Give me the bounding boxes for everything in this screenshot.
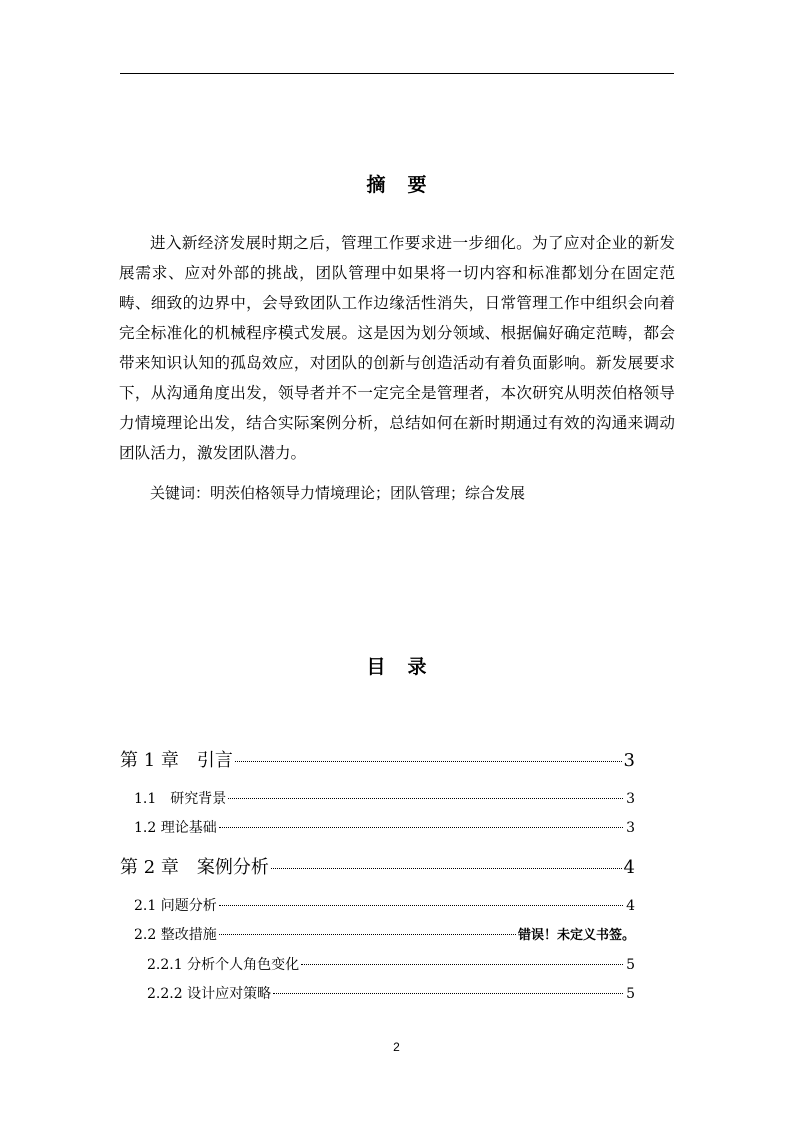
toc-leader-dots <box>219 905 623 906</box>
toc-leader-dots <box>228 798 623 799</box>
toc-entry-2-2-1[interactable] <box>147 954 635 974</box>
toc-leader-dots <box>271 868 622 869</box>
toc-entry-2-1[interactable] <box>134 895 635 915</box>
toc-entry-1-1[interactable] <box>134 788 635 808</box>
toc-entry-page: 5 <box>626 986 635 1002</box>
toc-entry-label: 2.1 问题分析 <box>134 898 217 914</box>
toc-entry-label: 2.2.2 设计应对策略 <box>147 986 272 1002</box>
toc-entry-2-2-2[interactable] <box>147 983 635 1003</box>
abstract-paragraph: 进入新经济发展时期之后，管理工作要求进一步细化。为了应对企业的新发展需求、应对外部的挑战，团队管理中如果将一切内容和标准都划分在固定范畴、细致的边界中，会导致团队工作边缘活性消失，日常管理工作中组织会向着完全标准化的机械程序模式发展。这是因为划分领域、根据偏好确定范畴，都会带来知识认知的孤岛效应，对团队的创新与创造活动有着负面影响。新发展要求下，从沟通角度出发，领导者并不一定完全是管理者，本次研究从明茨伯格领导力情境理论出发，结合实际案例分析，总结如何在新时期通过有效的沟通来调动团队活力，激发团队潜力。 <box>119 234 675 462</box>
toc-entry-page-error: 错误！未定义书签。 <box>517 928 635 943</box>
page-number: 2 <box>393 1040 400 1054</box>
toc-entry-page: 4 <box>623 857 635 878</box>
toc-leader-dots <box>273 993 623 994</box>
toc-leader-dots <box>219 934 516 935</box>
toc-entry-chapter-1[interactable] <box>120 746 635 772</box>
toc-leader-dots <box>235 761 622 762</box>
header-rule <box>120 73 674 74</box>
toc-entry-2-2[interactable] <box>134 924 635 944</box>
toc-leader-dots <box>301 964 623 965</box>
toc-entry-label: 1.1 研究背景 <box>134 791 227 807</box>
toc-title: 目 录 <box>366 656 427 678</box>
toc-entry-label: 2.2.1 分析个人角色变化 <box>147 957 300 973</box>
abstract-keywords: 关键词：明茨伯格领导力情境理论；团队管理；综合发展 <box>150 484 526 502</box>
abstract-title: 摘 要 <box>366 174 427 196</box>
toc-entry-page: 3 <box>626 820 635 836</box>
toc-leader-dots <box>219 827 623 828</box>
toc-entry-label: 第 1 章 引言 <box>120 750 233 771</box>
abstract-body <box>119 228 675 468</box>
toc-entry-label: 2.2 整改措施 <box>134 927 217 943</box>
toc-entry-1-2[interactable] <box>134 817 635 837</box>
toc-entry-page: 5 <box>626 957 635 973</box>
toc-entry-chapter-2[interactable] <box>120 853 635 879</box>
toc-entry-page: 3 <box>623 750 635 771</box>
toc-entry-label: 1.2 理论基础 <box>134 820 217 836</box>
toc-entry-page: 4 <box>626 898 635 914</box>
toc-entry-page: 3 <box>626 791 635 807</box>
toc-entry-label: 第 2 章 案例分析 <box>120 857 269 878</box>
